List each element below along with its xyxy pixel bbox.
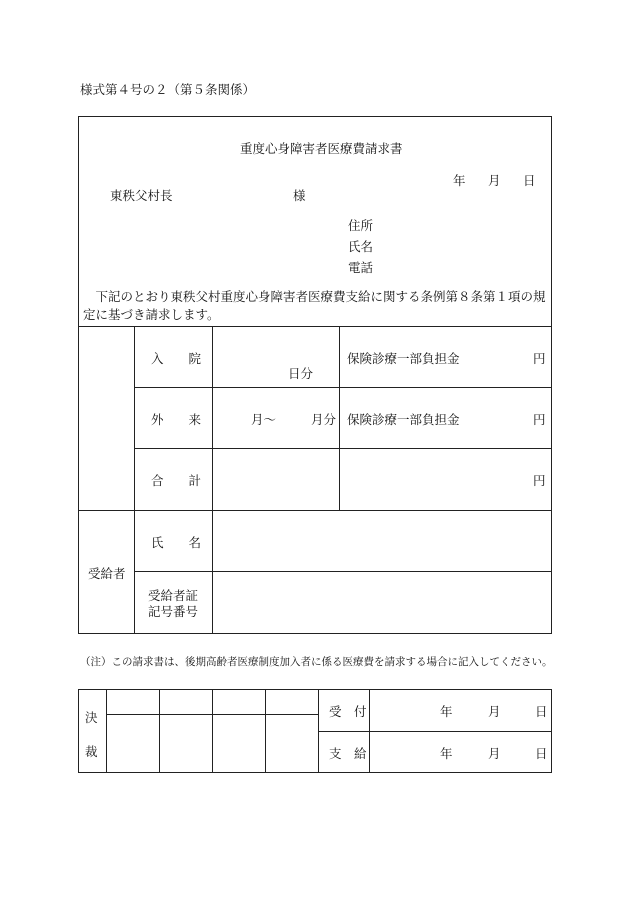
paid-day: 日 [535,746,548,761]
row-divider [134,448,552,449]
date-month: 月 [488,173,501,188]
recipient-number-label-1: 受給者証 [148,588,199,603]
outpatient-yen: 円 [533,412,546,427]
approval-divider [106,689,107,773]
total-label: 合 計 [151,473,202,488]
outpatient-period-end: 月分 [311,412,337,427]
table-top-line [78,326,552,327]
form-title: 重度心身障害者医療費請求書 [240,141,403,156]
footnote: （注）この請求書は、後期高齢者医療制度加入者に係る医療費を請求する場合に記入してください。 [80,656,553,668]
addressee: 東秩父村長 [110,188,173,203]
approval-stamp-divider [106,714,318,715]
inpatient-yen: 円 [533,351,546,366]
approval-divider [265,689,266,773]
received-day: 日 [535,704,548,719]
address-label: 住所 [348,218,374,233]
received-year: 年 [440,704,453,719]
request-statement: 下記のとおり東秩父村重度心身障害者医療費支給に関する条例第８条第１項の規定に基づき請求します。 [83,289,546,322]
inpatient-label: 入 院 [151,351,202,366]
outpatient-detail: 保険診療一部負担金 [347,412,460,427]
section-divider [78,510,552,511]
paid-year: 年 [440,746,453,761]
inpatient-detail: 保険診療一部負担金 [347,351,460,366]
date-day: 日 [523,173,536,188]
column-divider [212,326,213,633]
date-year: 年 [453,173,466,188]
recipient-name-label: 氏 名 [151,535,202,550]
approval-label-top: 決 [85,710,98,725]
paid-label: 支 給 [329,746,367,761]
approval-label-bottom: 裁 [85,744,98,759]
column-divider [134,326,135,633]
approval-divider [212,689,213,773]
column-divider [339,326,340,510]
row-divider [134,571,552,572]
row-divider [134,387,552,388]
phone-label: 電話 [348,260,374,275]
honorific: 様 [293,188,306,203]
recipient-number-label-2: 記号番号 [148,604,199,619]
total-yen: 円 [533,473,546,488]
approval-date-divider [318,731,552,732]
outpatient-label: 外 来 [151,412,202,427]
received-label: 受 付 [329,704,367,719]
form-number: 様式第４号の２（第５条関係） [80,82,256,97]
inpatient-days: 日分 [288,366,314,381]
outpatient-period-start: 月～ [251,412,277,427]
paid-month: 月 [488,746,501,761]
recipient-group-label: 受給者 [88,566,126,581]
name-label: 氏名 [348,239,374,254]
received-month: 月 [488,704,501,719]
approval-divider [159,689,160,773]
